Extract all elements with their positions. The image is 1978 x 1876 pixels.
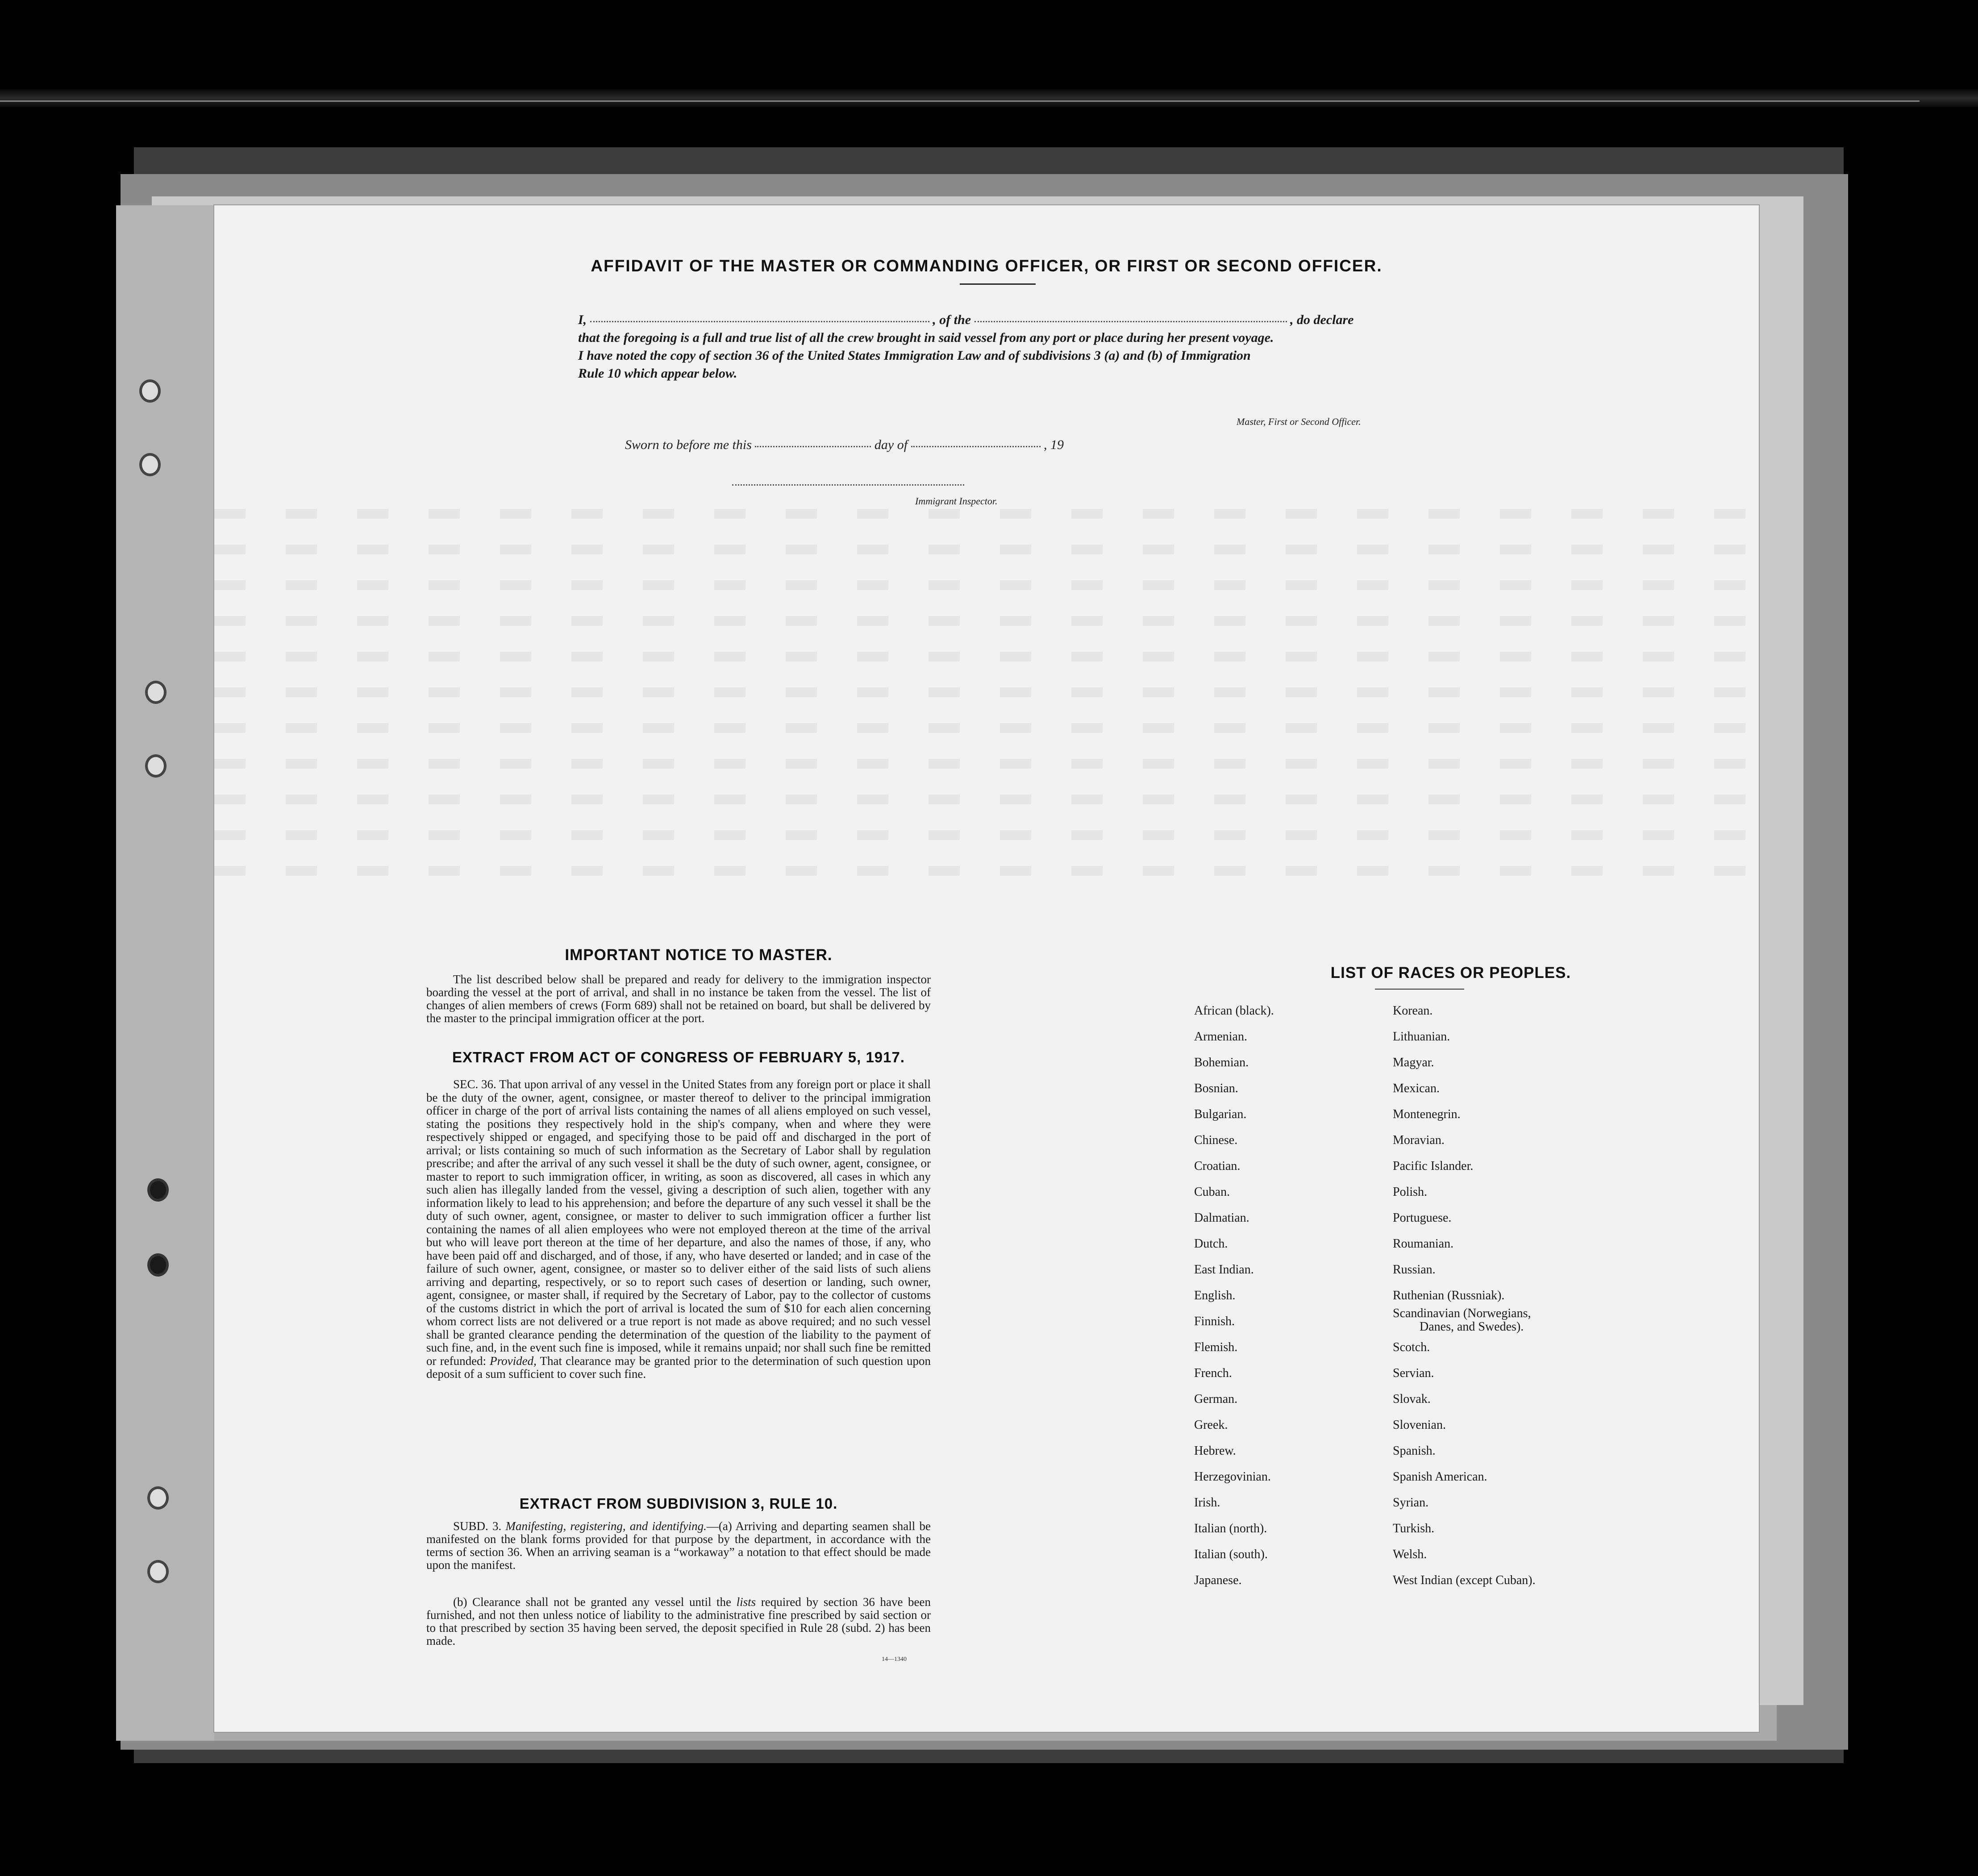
punch-hole [147,1560,169,1583]
race-right-item: Spanish. [1393,1444,1436,1458]
race-right-item: Spanish American. [1393,1470,1487,1484]
race-left-item: African (black). [1194,1004,1274,1018]
races-heading: LIST OF RACES OR PEOPLES. [1330,964,1571,982]
subdivision-para-a: —(a) Arriving and departing seamen shall be manifested on the blank forms provided for that purpose by the department, in accordance with the terms of section 36. When an arriving seaman is a “workaway” a notation to that effect should be made upon the manifest. [426,1519,931,1572]
affidavit-title: AFFIDAVIT OF THE MASTER OR COMMANDING OFFICER, OR FIRST OR SECOND OFFICER. [591,257,1383,275]
race-left-item: Italian (south). [1194,1547,1268,1561]
race-left-item: Hebrew. [1194,1444,1236,1458]
bleed-through-row [214,687,1759,697]
subdivision-3-text [426,1520,931,1572]
bleed-through-row [214,830,1759,840]
race-right-item: Polish. [1393,1185,1428,1199]
race-left-item: Armenian. [1194,1030,1247,1044]
punch-hole [145,681,167,704]
race-left-item: Flemish. [1194,1340,1238,1354]
race-right-item: Slovenian. [1393,1418,1446,1432]
race-right-item: Servian. [1393,1366,1434,1380]
binding-strip [116,205,214,1741]
punch-hole [139,379,161,403]
inspector-signature-line[interactable] [732,484,964,486]
race-left-item: German. [1194,1392,1238,1406]
year-prefix: , 19 [1044,437,1064,452]
section-body-end: That clearance may be granted prior to the determination of such question upon deposit of a sum sufficient to cover such fine. [426,1354,931,1381]
race-right-item: Moravian. [1393,1133,1445,1147]
day-of-text: day of [874,437,908,452]
day-blank[interactable] [755,445,871,447]
race-right-item: Scotch. [1393,1340,1430,1354]
subdivision-3b-text [426,1596,931,1647]
races-underline [1375,989,1464,990]
bleed-through-row [214,723,1759,733]
race-right-item: Turkish. [1393,1522,1435,1535]
inspector-caption: Immigrant Inspector. [915,495,998,507]
race-right-item: Slovak. [1393,1392,1431,1406]
notice-heading: IMPORTANT NOTICE TO MASTER. [565,946,833,964]
provided-word: Provided, [490,1354,537,1368]
sworn-text: Sworn to before me this [625,437,752,452]
race-left-item: Finnish. [1194,1314,1235,1328]
race-right-item: Portuguese. [1393,1211,1452,1225]
race-right-item: Russian. [1393,1263,1436,1277]
race-left-item: Bosnian. [1194,1082,1238,1095]
subdivision-title: Manifesting, registering, and identifying. [505,1519,707,1533]
bleed-through-row [214,759,1759,769]
affidavit-line-4: Rule 10 which appear below. [578,366,737,381]
sworn-line [625,437,1064,453]
document-page [214,205,1759,1732]
signature-caption: Master, First or Second Officer. [1237,416,1361,427]
notice-body: The list described below shall be prepared and ready for delivery to the immigration inspector boarding the vessel at the port of arrival, and shall in no instance be taken from the vessel. The list of changes of alien members of crews (Form 689) shall not be retained on board, but shall be delivered by the master to the principal immigration officer at the port. [426,973,931,1025]
bleed-through-row [214,509,1759,519]
bleed-through-row [214,580,1759,590]
race-right-item: Welsh. [1393,1547,1427,1561]
bleed-through-row [214,545,1759,554]
race-left-item: Greek. [1194,1418,1228,1432]
month-blank[interactable] [911,445,1041,447]
race-right-item: Montenegrin. [1393,1107,1461,1121]
race-left-item: Irish. [1194,1496,1220,1510]
race-right-item: Lithuanian. [1393,1030,1450,1044]
para-b-lists: lists [736,1595,756,1609]
affidavit-declare: , do declare [1290,312,1354,327]
bleed-through-row [214,794,1759,804]
punch-hole [147,1486,169,1510]
race-right-item: Danes, and Swedes). [1420,1320,1524,1334]
section-body: That upon arrival of any vessel in the United States from any foreign port or place it shall be the duty of the owner, agent, consignee, or master thereof to deliver to the principal immigration officer in charge of the port of arrival lists containing the names of all aliens employed on such vessel, stating the positions they respectively hold in the ship's company, when and where they were respectively shipped or engaged, and specifying those to be paid off and discharged in the port of arrival; or lists containing so much of such information as the Secretary of Labor shall by regulation prescribe; and after the arrival of any such vessel it shall be the duty of such owner, agent, consignee, or master to report to such immigration officer, in writing, as soon as discovered, all cases in which any such alien has illegally landed from the vessel, giving a description of such alien, together with any information likely to lead to his apprehension; and before the departure of any such vessel it shall be the duty of such owner, agent, consignee, or master to deliver to such immigration officer a further list containing the names of all alien employees who were not employed thereon at the time of the arrival but who will leave port thereon at the time of her departure, and also the names of those, if any, who have been paid off and discharged, and of those, if any, who have deserted or landed; and in case of the failure of such owner, agent, consignee, or master so to deliver either of the said lists of such aliens arriving and departing, respectively, or so to report such cases of desertion or landing, such owner, agent, consignee, or master shall, if required by the Secretary of Labor, pay to the collector of customs of the customs district in which the port of arrival is located the sum of $10 for each alien concerning whom correct lists are not delivered or a true report is not made as above required; and no such vessel shall be granted clearance pending the determination of the question of the liability to the payment of such fine, and, in the event such fine is imposed, while it remains unpaid; nor shall such fine be remitted or refunded: [426,1077,931,1368]
race-left-item: Dalmatian. [1194,1211,1249,1225]
race-left-item: East Indian. [1194,1263,1254,1277]
title-underline [960,283,1036,285]
race-left-item: Cuban. [1194,1185,1230,1199]
para-b-prefix: (b) Clearance shall not be granted any vessel until the [453,1595,732,1609]
race-left-item: Herzegovinian. [1194,1470,1271,1484]
race-left-item: Bulgarian. [1194,1107,1247,1121]
punch-hole [139,453,161,476]
race-right-item: Scandinavian (Norwegians, [1393,1306,1531,1320]
race-left-item: Dutch. [1194,1237,1228,1251]
affidavit-pronoun: I, [578,312,587,327]
race-left-item: Chinese. [1194,1133,1238,1147]
race-right-item: Syrian. [1393,1496,1429,1510]
punch-hole [147,1178,169,1202]
race-right-item: Korean. [1393,1004,1433,1018]
film-border-line [0,100,1920,102]
punch-hole [145,754,167,778]
race-right-item: Mexican. [1393,1082,1440,1095]
name-blank[interactable] [590,320,929,322]
section-label: SEC. 36. [453,1077,496,1091]
affidavit-of-the: , of the [933,312,971,327]
act-extract-heading: EXTRACT FROM ACT OF CONGRESS OF FEBRUARY 5, 1917. [452,1049,905,1065]
bleed-through-row [214,866,1759,876]
vessel-blank[interactable] [974,320,1287,322]
race-left-item: Croatian. [1194,1159,1241,1173]
film-edge [0,89,1978,107]
rule-extract-heading: EXTRACT FROM SUBDIVISION 3, RULE 10. [519,1495,838,1512]
race-right-item: West Indian (except Cuban). [1393,1573,1536,1587]
para-b-body: required by section 36 have been furnished, and not then unless notice of liability to the administrative fine prescribed by said section or to that prescribed by section 35 having been served, the deposit specified in Rule 28 (subd. 2) has been made. [426,1595,931,1647]
affidavit-line-1 [578,312,1353,328]
race-right-item: Magyar. [1393,1056,1434,1069]
race-left-item: French. [1194,1366,1232,1380]
race-left-item: English. [1194,1289,1236,1302]
section-36-text [426,1078,931,1381]
race-right-item: Roumanian. [1393,1237,1454,1251]
affidavit-line-3: I have noted the copy of section 36 of the United States Immigration Law and of subdivisions 3 (a) and (b) of Immigration [578,348,1251,363]
bleed-through-row [214,616,1759,626]
race-left-item: Bohemian. [1194,1056,1249,1069]
race-right-item: Pacific Islander. [1393,1159,1474,1173]
subdivision-label: SUBD. 3. [453,1519,502,1533]
race-left-item: Italian (north). [1194,1522,1267,1535]
race-right-item: Ruthenian (Russniak). [1393,1289,1505,1302]
punch-hole [147,1253,169,1277]
affidavit-line-2: that the foregoing is a full and true list of all the crew brought in said vessel from any port or place during her present voyage. [578,330,1274,345]
form-number: 14—1340 [882,1656,907,1663]
race-left-item: Japanese. [1194,1573,1242,1587]
bleed-through-row [214,652,1759,661]
